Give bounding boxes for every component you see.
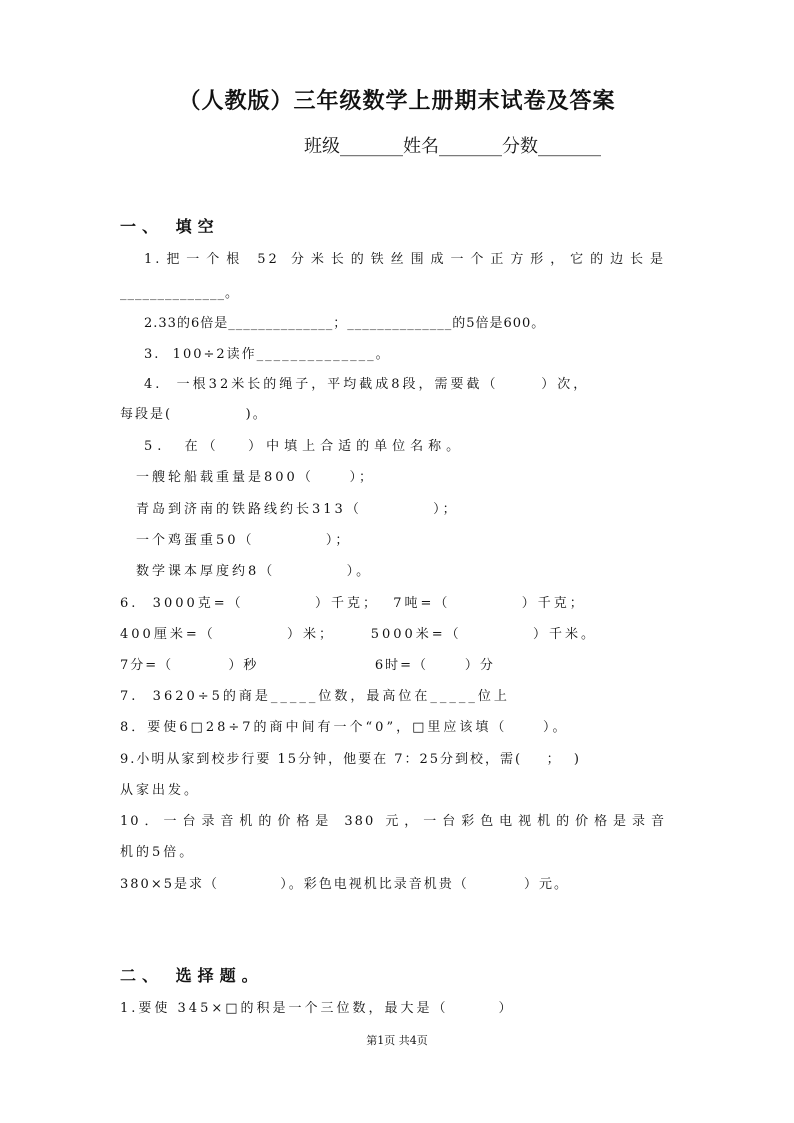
section-heading-fill-in: 一、 填空 xyxy=(120,217,220,236)
question-5-item-ship: 一艘轮船载重量是800（ ）； xyxy=(136,470,375,485)
question-9-line-1: 9.小明从家到校步行要 15分钟，他要在 7：25分到校，需( ； ) xyxy=(120,752,581,767)
question-10-line-3: 380×5是求（ ）。彩色电视机比录音机贵（ ）元。 xyxy=(120,877,569,892)
question-6-line-2: 400厘米=（ ）米； 5000米=（ ）千米。 xyxy=(120,627,597,642)
page-footer: 第1页 共4页 xyxy=(366,1034,428,1047)
question-5-item-railway: 青岛到济南的铁路线约长313（ ）； xyxy=(136,502,459,517)
question-6-line-1: 6. 3000克=（ ）千克； 7吨=（ ）千克； xyxy=(120,596,586,611)
question-5-item-textbook: 数学课本厚度约8（ ）。 xyxy=(136,564,373,579)
question-4-line-2: 每段是( )。 xyxy=(120,407,268,422)
question-1-line-2: ______________。 xyxy=(120,286,240,301)
question-8: 8．要使6□28÷7的商中间有一个“0”，□里应该填（ ）。 xyxy=(120,720,569,735)
choice-question-1: 1.要使 345×□的积是一个三位数，最大是（ ） xyxy=(120,1001,515,1016)
question-10-line-2: 机的5倍。 xyxy=(120,845,196,860)
student-info-line: 班级_______姓名_______分数_______ xyxy=(304,136,601,157)
question-3: 3. 100÷2读作______________。 xyxy=(144,347,391,362)
question-1-line-1: 1.把一个根 52 分米长的铁丝围成一个正方形，它的边长是 xyxy=(144,252,666,267)
question-6-line-3: 7分=（ ）秒 6时=（ ）分 xyxy=(120,658,495,673)
question-4-line-1: 4. 一根32米长的绳子，平均截成8段，需要截（ ）次， xyxy=(144,377,590,392)
question-5: 5. 在（ ）中填上合适的单位名称。 xyxy=(144,439,465,454)
question-9-line-2: 从家出发。 xyxy=(120,783,201,798)
question-5-item-egg: 一个鸡蛋重50（ ）； xyxy=(136,533,352,548)
question-10-line-1: 10．一台录音机的价格是 380 元，一台彩色电视机的价格是录音 xyxy=(120,814,666,829)
question-2: 2.33的6倍是______________；______________的5倍是600。 xyxy=(144,316,546,331)
question-7: 7. 3620÷5的商是_____位数，最高位在_____位上 xyxy=(120,689,510,704)
document-title: （人教版）三年级数学上册期末试卷及答案 xyxy=(178,88,616,114)
section-heading-multiple-choice: 二、 选择题。 xyxy=(120,966,264,985)
